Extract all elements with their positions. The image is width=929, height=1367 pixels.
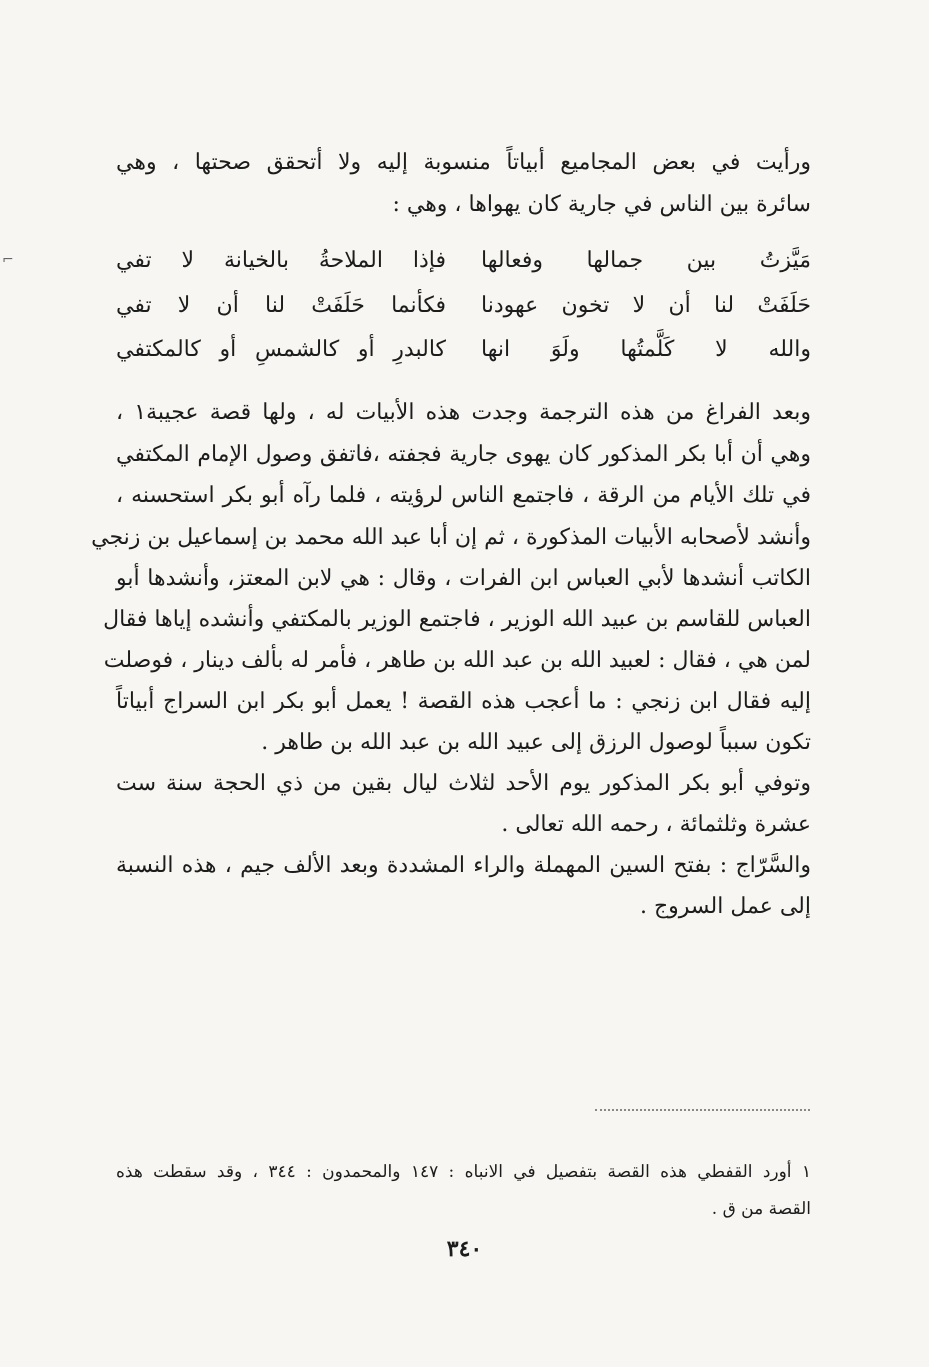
verse-2-first-hemistich: حَلَفَتْ لنا أن لا تخون عهودنا [481, 293, 811, 318]
verse-2 [116, 291, 811, 321]
footnote-line-1: ١ أورد القفطي هذه القصة بتفصيل في الانباه : ١٤٧ والمحمدون : ٣٤٤ ، وقد سقطت هذه [116, 1162, 811, 1182]
margin-mark: ⌐ [2, 252, 14, 268]
verse-1-first-hemistich: مَيَّزتُ بين جمالها وفعالها [481, 248, 811, 273]
verse-1-second-hemistich: فإذا الملاحةُ بالخيانة لا تفي [116, 248, 446, 273]
footnote-separator [595, 1109, 810, 1111]
story-line-2: وهي أن أبا بكر المذكور كان يهوى جارية فجفته ،فاتفق وصول الإمام المكتفي [116, 442, 811, 467]
verse-3-first-hemistich: والله لا كَلَّمتُها ولَوَ انها [481, 337, 811, 362]
verse-3 [116, 335, 811, 365]
story-line-6: العباس للقاسم بن عبيد الله الوزير ، فاجتمع الوزير بالمكتفي وأنشده إياها فقال [103, 607, 811, 632]
verse-2-second-hemistich: فكأنما حَلَفَتْ لنا أن لا تفي [116, 293, 446, 318]
page-number: ٣٤٠ [446, 1236, 483, 1262]
story-line-7: لمن هي ، فقال : لعبيد الله بن عبد الله بن طاهر ، فأمر له بألف دينار ، فوصلت [103, 648, 811, 673]
nisba-line-2: إلى عمل السروج . [639, 894, 811, 919]
footnote-line-2: القصة من ق . [711, 1199, 811, 1219]
intro-line-1: ورأيت في بعض المجاميع أبياتاً منسوبة إليه ولا أتحقق صحتها ، وهي [116, 150, 812, 175]
story-line-1: وبعد الفراغ من هذه الترجمة وجدت هذه الأبيات له ، ولها قصة عجيبة١ ، [116, 400, 812, 425]
verse-3-second-hemistich: كالبدرِ أو كالشمسِ أو كالمكتفي [116, 337, 446, 362]
death-line-2: عشرة وثلثمائة ، رحمه الله تعالى . [501, 812, 811, 837]
story-line-3: في تلك الأيام من الرقة ، فاجتمع الناس لرؤيته ، فلما رآه أبو بكر استحسنه ، [116, 483, 811, 508]
story-line-5: الكاتب أنشدها لأبي العباس ابن الفرات ، وقال : هي لابن المعتز، وأنشدها أبو [116, 566, 811, 591]
death-line-1: وتوفي أبو بكر المذكور يوم الأحد لثلاث ليال بقين من ذي الحجة سنة ست [116, 771, 811, 796]
story-line-4: وأنشد لأصحابه الأبيات المذكورة ، ثم إن أبا عبد الله محمد بن إسماعيل بن زنجي [91, 525, 811, 550]
intro-line-2: سائرة بين الناس في جارية كان يهواها ، وهي : [392, 192, 811, 217]
story-line-8: إليه فقال ابن زنجي : ما أعجب هذه القصة ! يعمل أبو بكر ابن السراج أبياتاً [116, 689, 811, 714]
nisba-line-1: والسَّرّاج : بفتح السين المهملة والراء المشددة وبعد الألف جيم ، هذه النسبة [116, 853, 811, 878]
verse-1 [116, 246, 811, 276]
story-line-9: تكون سبباً لوصول الرزق إلى عبيد الله بن عبد الله بن طاهر . [261, 730, 811, 755]
